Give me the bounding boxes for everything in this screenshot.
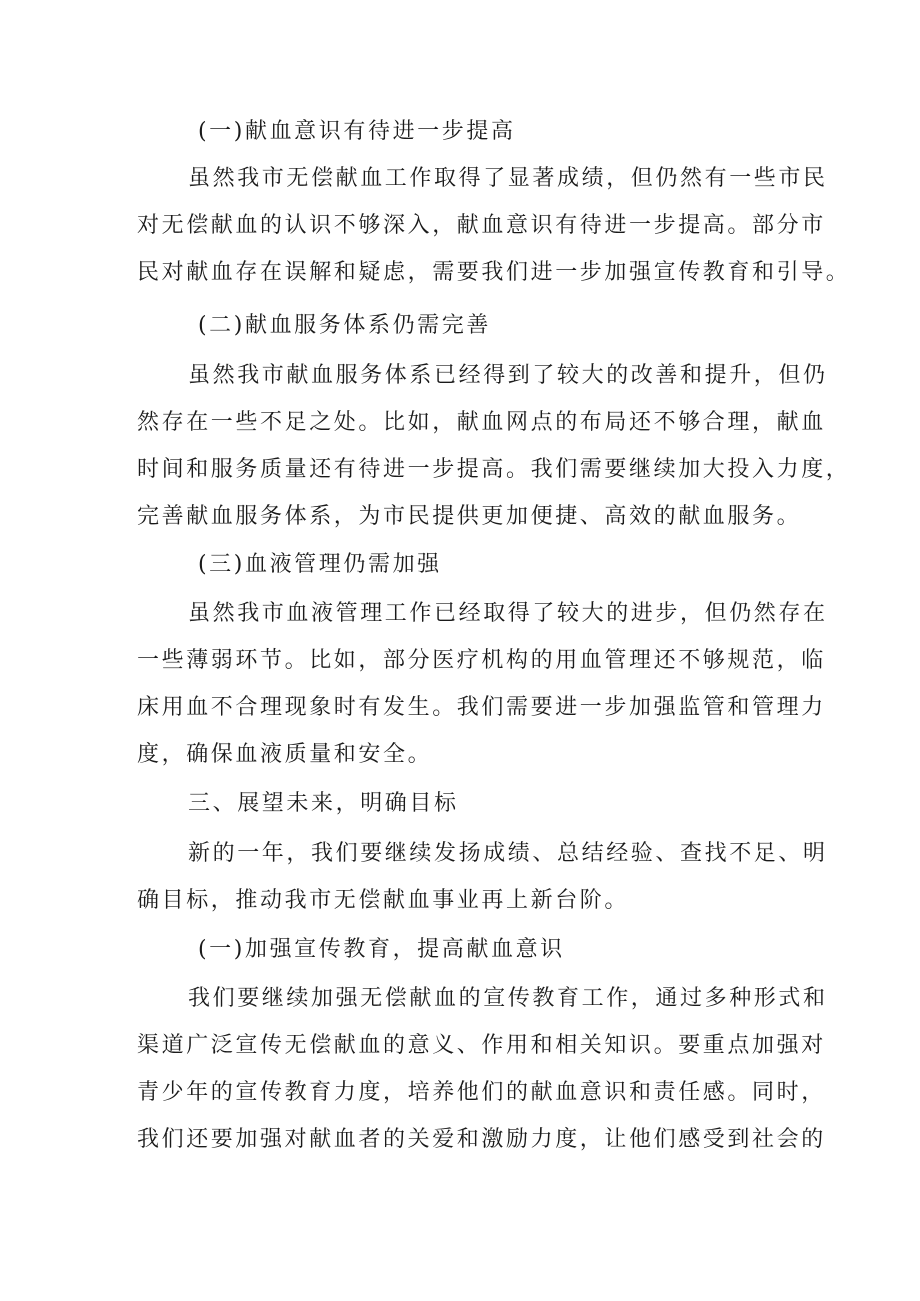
- paragraph-line: 虽然我市献血服务体系已经得到了较大的改善和提升，但仍: [188, 363, 828, 388]
- paragraph-line: 我们还要加强对献血者的关爱和激励力度，让他们感受到社会的: [137, 1127, 826, 1152]
- subheading-2-service-system: (二)献血服务体系仍需完善: [198, 313, 491, 338]
- section-heading-outlook: 三、展望未来，明确目标: [188, 791, 459, 816]
- subheading-1-education: (一)加强宣传教育，提高献血意识: [198, 937, 565, 962]
- paragraph-line: 一些薄弱环节。比如，部分医疗机构的用血管理还不够规范，临: [137, 648, 826, 673]
- paragraph-line: 虽然我市无偿献血工作取得了显著成绩，但仍然有一些市民: [188, 166, 828, 191]
- subheading-3-blood-management: (三)血液管理仍需加强: [198, 552, 442, 577]
- paragraph-line: 床用血不合理现象时有发生。我们需要进一步加强监管和管理力: [137, 695, 826, 720]
- paragraph-line: 时间和服务质量还有待进一步提高。我们需要继续加大投入力度，: [137, 457, 851, 482]
- subheading-1-awareness: (一)献血意识有待进一步提高: [198, 119, 516, 144]
- paragraph-line: 我们要继续加强无偿献血的宣传教育工作，通过多种形式和: [188, 986, 828, 1011]
- paragraph-line: 虽然我市血液管理工作已经取得了较大的进步，但仍然存在: [188, 601, 828, 626]
- paragraph-line: 青少年的宣传教育力度，培养他们的献血意识和责任感。同时，: [137, 1080, 826, 1105]
- paragraph-line: 民对献血存在误解和疑虑，需要我们进一步加强宣传教育和引导。: [137, 260, 851, 285]
- paragraph-line: 然存在一些不足之处。比如，献血网点的布局还不够合理，献血: [137, 410, 826, 435]
- paragraph-line: 渠道广泛宣传无偿献血的意义、作用和相关知识。要重点加强对: [137, 1033, 826, 1058]
- paragraph-line: 新的一年，我们要继续发扬成绩、总结经验、查找不足、明: [188, 841, 828, 866]
- paragraph-line: 确目标，推动我市无偿献血事业再上新台阶。: [137, 888, 630, 913]
- paragraph-line: 完善献血服务体系，为市民提供更加便捷、高效的献血服务。: [137, 504, 802, 529]
- paragraph-line: 度，确保血液质量和安全。: [137, 742, 433, 767]
- paragraph-line: 对无偿献血的认识不够深入，献血意识有待进一步提高。部分市: [137, 213, 826, 238]
